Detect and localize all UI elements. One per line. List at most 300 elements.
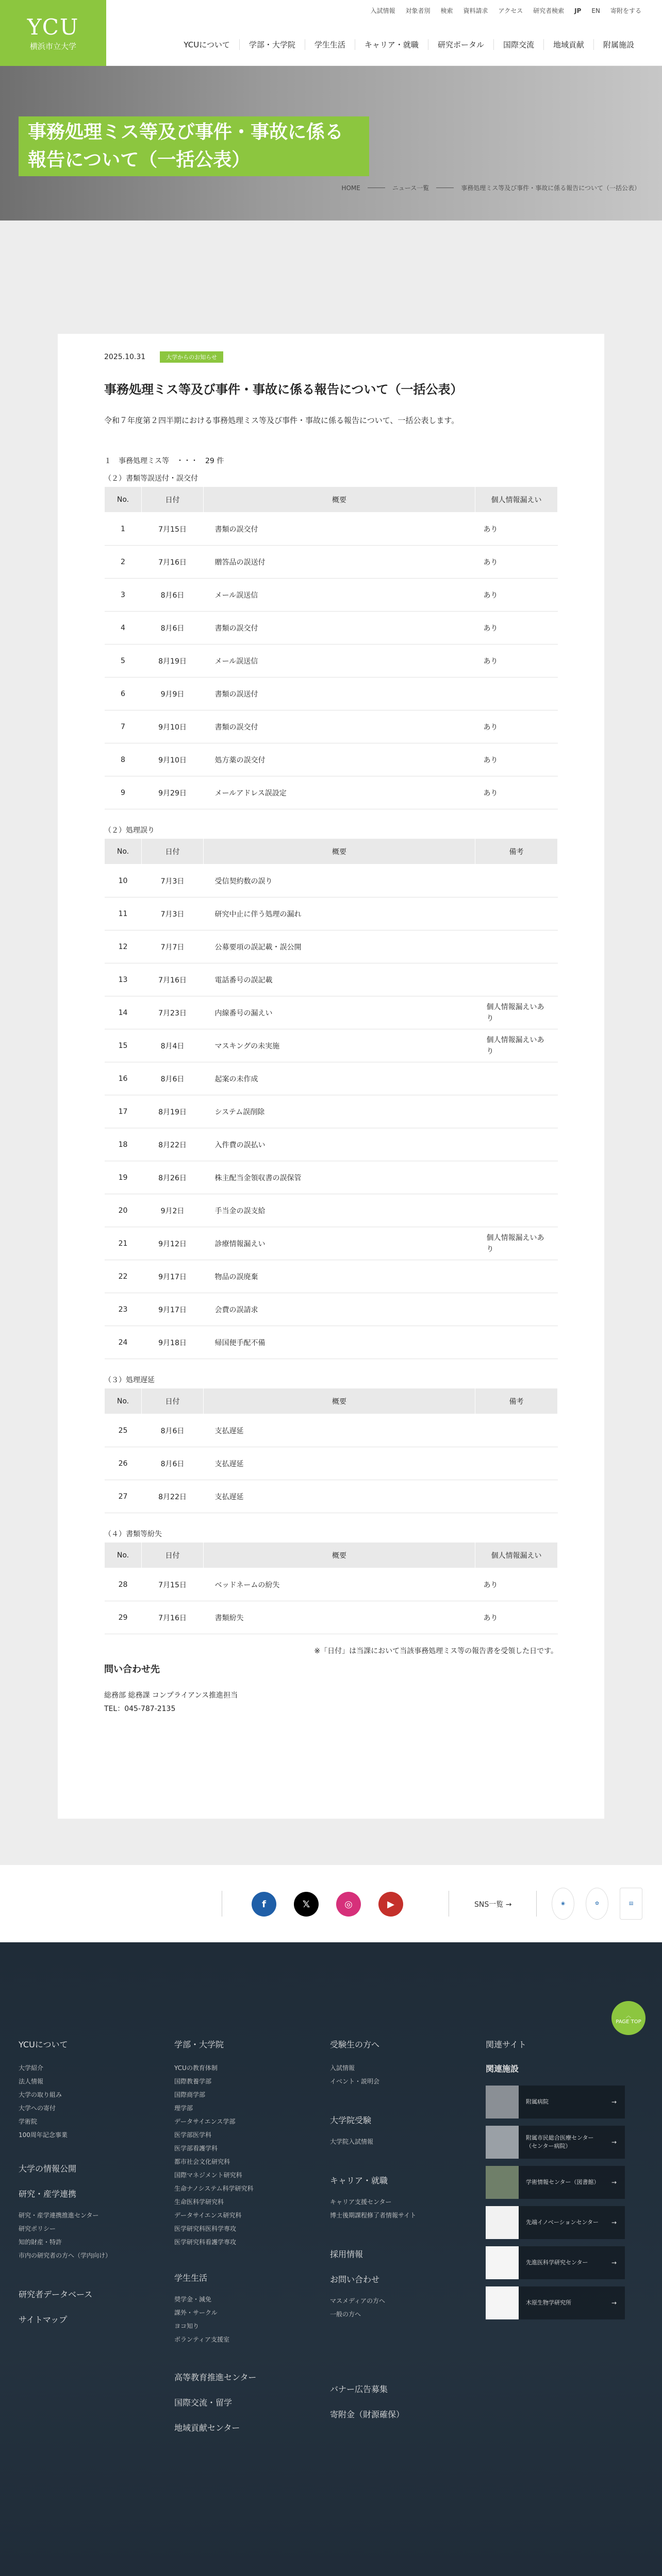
cell-summary: 受信契約数の誤り	[204, 865, 475, 897]
cell-no: 17	[105, 1095, 142, 1128]
cell-note	[475, 1414, 558, 1447]
table-row	[105, 776, 558, 809]
cell-summary: 起案の未作成	[204, 1062, 475, 1095]
util-admissions[interactable]: 入試情報	[370, 7, 395, 14]
chevron-up-icon: ︿	[626, 2013, 631, 2019]
table-row	[105, 513, 558, 546]
cell-note: あり	[475, 546, 558, 579]
cell-date: 7月3日	[142, 897, 204, 930]
table-heading: （２）書類等誤送付・誤交付	[104, 474, 198, 483]
nav-faculties[interactable]: 学部・大学院	[239, 39, 305, 50]
table-row	[105, 1227, 558, 1260]
footer-link[interactable]: 研究・産学連携推進センター	[19, 2212, 99, 2219]
cell-summary: 内線番号の漏えい	[204, 996, 475, 1029]
nav-about[interactable]: YCUについて	[184, 40, 230, 49]
cell-no: 21	[105, 1227, 142, 1260]
col-header: 概要	[204, 487, 475, 513]
col-header: 概要	[204, 839, 475, 865]
lang-jp[interactable]: JP	[574, 7, 582, 14]
footer-link[interactable]: キャリア支援センター	[330, 2198, 392, 2206]
footer-link[interactable]: 生命医科学研究科	[174, 2198, 224, 2206]
table-row	[105, 1194, 558, 1227]
partner-badge-icon[interactable]: ▤	[620, 1888, 642, 1920]
cell-no: 6	[105, 677, 142, 710]
contact-department: 総務部 総務課 コンプライアンス推進担当	[104, 1691, 238, 1700]
section-heading: １ 事務処理ミス等 ・・・ 29 件	[104, 457, 224, 465]
cell-summary: 手当金の誤支給	[204, 1194, 475, 1227]
footer-heading[interactable]: YCUについて	[19, 2040, 68, 2049]
partner-banners	[552, 1888, 642, 1920]
cell-date: 8月6日	[142, 579, 204, 612]
cell-note	[475, 1260, 558, 1293]
footer-link[interactable]: ボランティア支援室	[174, 2336, 230, 2343]
nav-career[interactable]: キャリア・就職	[355, 39, 428, 50]
footer-heading[interactable]: サイトマップ	[19, 2315, 68, 2325]
facility-link[interactable]	[486, 2206, 625, 2239]
footer-heading[interactable]: 研究者データベース	[19, 2290, 93, 2299]
util-donate[interactable]: 寄附をする	[610, 7, 641, 14]
footer-heading[interactable]: 受験生の方へ	[330, 2040, 380, 2049]
cell-note: あり	[475, 645, 558, 677]
footer-link[interactable]: 法人情報	[19, 2078, 44, 2085]
x-icon[interactable]: 𝕏	[294, 1892, 319, 1917]
table-footnote: ※「日付」は当課において当該事務処理ミス等の報告書を受領した日です。	[314, 1647, 558, 1655]
cell-date: 7月16日	[142, 546, 204, 579]
facility-label: 附属市民総合医療センター（センター病院）	[526, 2134, 594, 2149]
cell-summary: 会費の誤請求	[204, 1293, 475, 1326]
cell-no: 9	[105, 776, 142, 809]
cell-note	[475, 963, 558, 996]
footer-link[interactable]: 一般の方へ	[330, 2311, 361, 2318]
cell-note	[475, 1326, 558, 1359]
cell-date: 8月6日	[142, 612, 204, 645]
cell-date: 8月6日	[142, 1414, 204, 1447]
cell-date: 7月15日	[142, 1568, 204, 1601]
cell-no: 23	[105, 1293, 142, 1326]
col-header: 概要	[204, 1388, 475, 1414]
logo-subtext: 横浜市立大学	[29, 42, 76, 51]
cell-summary: メール誤送信	[204, 645, 475, 677]
footer-heading[interactable]: 関連サイト	[486, 2040, 526, 2049]
facility-label: 木原生物学研究所	[526, 2299, 571, 2306]
footer-link[interactable]: 入試情報	[330, 2064, 355, 2072]
arrow-right-icon: →	[611, 2098, 617, 2106]
footer-col-faculties	[174, 2038, 308, 2443]
nav-international[interactable]: 国際交流	[493, 39, 543, 50]
table-row	[105, 677, 558, 710]
table-row	[105, 1447, 558, 1480]
cell-no: 11	[105, 897, 142, 930]
cell-summary: メールアドレス誤設定	[204, 776, 475, 809]
cell-note	[475, 897, 558, 930]
table-row	[105, 546, 558, 579]
utility-nav	[370, 6, 641, 15]
nav-student-life[interactable]: 学生生活	[305, 39, 355, 50]
sns-icons	[252, 1892, 403, 1917]
footer-heading[interactable]: 寄附金（財源確保）	[330, 2410, 405, 2419]
cell-no: 19	[105, 1161, 142, 1194]
cell-note	[475, 1293, 558, 1326]
cell-no: 27	[105, 1480, 142, 1513]
cell-note: あり	[475, 776, 558, 809]
cell-date: 9月17日	[142, 1260, 204, 1293]
util-audience[interactable]: 対象者別	[405, 7, 431, 14]
table-row	[105, 579, 558, 612]
cell-no: 7	[105, 710, 142, 743]
footer-link[interactable]: 大学の取り組み	[19, 2091, 62, 2098]
breadcrumb-current: 事務処理ミス等及び事件・事故に係る報告について（一括公表）	[461, 184, 640, 192]
cell-date: 8月6日	[142, 1447, 204, 1480]
cell-date: 8月6日	[142, 1062, 204, 1095]
cell-note	[475, 1062, 558, 1095]
col-header: 個人情報漏えい	[475, 1543, 558, 1568]
col-header: No.	[105, 487, 142, 513]
partner-badge-icon[interactable]: ◉	[552, 1888, 574, 1920]
col-header: No.	[105, 839, 142, 865]
footer-link[interactable]: 理学部	[174, 2105, 193, 2112]
footer-heading[interactable]: 研究・産学連携	[19, 2189, 77, 2199]
cell-date: 9月17日	[142, 1293, 204, 1326]
footer-link[interactable]: データサイエンス研究科	[174, 2212, 242, 2219]
util-access[interactable]: アクセス	[498, 7, 523, 14]
facility-label: 学術情報センター（図書館）	[526, 2179, 600, 2185]
footer-heading[interactable]: 採用情報	[330, 2249, 363, 2259]
breadcrumb-home[interactable]: HOME	[341, 184, 360, 192]
sns-bar	[0, 1865, 662, 1942]
cell-summary: 入件費の誤払い	[204, 1128, 475, 1161]
cell-date: 8月19日	[142, 645, 204, 677]
lang-en[interactable]: EN	[591, 7, 600, 14]
facility-label: 先端イノベーションセンター	[526, 2219, 599, 2226]
footer-link[interactable]: 学術院	[19, 2118, 38, 2125]
col-header: 日付	[142, 1543, 204, 1568]
table-row	[105, 1568, 558, 1601]
cell-note	[475, 677, 558, 710]
col-header: No.	[105, 1388, 142, 1414]
instagram-icon[interactable]: ◎	[336, 1892, 361, 1917]
col-header: 日付	[142, 839, 204, 865]
table-row	[105, 645, 558, 677]
cell-date: 8月22日	[142, 1128, 204, 1161]
partner-badge-icon[interactable]: ✿	[586, 1888, 608, 1920]
footer-link[interactable]: YCUの教育体制	[174, 2064, 218, 2072]
footer-heading[interactable]: バナー広告募集	[330, 2384, 388, 2394]
table-heading: （２）処理誤り	[104, 826, 155, 835]
table-row	[105, 1480, 558, 1513]
cell-note	[475, 1447, 558, 1480]
article-card	[58, 334, 604, 1819]
table-heading: （３）処理遅延	[104, 1376, 155, 1384]
footer-link[interactable]: 都市社会文化研究科	[174, 2158, 230, 2165]
facebook-icon[interactable]: f	[252, 1892, 276, 1917]
facility-link[interactable]	[486, 2246, 625, 2279]
facility-link[interactable]	[486, 2126, 625, 2159]
arrow-right-icon: →	[611, 2219, 617, 2226]
col-header: 個人情報漏えい	[475, 487, 558, 513]
nav-research[interactable]: 研究ポータル	[428, 39, 493, 50]
facility-thumbnail	[486, 2166, 519, 2199]
footer-link[interactable]: マスメディアの方へ	[330, 2297, 386, 2304]
arrow-right-icon: →	[611, 2299, 617, 2307]
cell-summary: 支払遅延	[204, 1480, 475, 1513]
footer-link[interactable]: データサイエンス学部	[174, 2118, 236, 2125]
table-row	[105, 996, 558, 1029]
facility-thumbnail	[486, 2286, 519, 2319]
footer-link[interactable]: 大学への寄付	[19, 2105, 56, 2112]
page-title: 事務処理ミス等及び事件・事故に係る報告について（一括公表）	[19, 116, 369, 176]
facility-thumbnail	[486, 2206, 519, 2239]
page-top-button[interactable]	[611, 2001, 646, 2035]
util-researcher-search[interactable]: 研究者検索	[533, 7, 565, 14]
cell-summary: 書類紛失	[204, 1601, 475, 1634]
footer-link[interactable]: 医学研究科看護学専攻	[174, 2239, 237, 2246]
footer-link[interactable]: 課外・サークル	[174, 2309, 218, 2316]
cell-no: 20	[105, 1194, 142, 1227]
cell-note: 個人情報漏えいあり	[475, 1029, 558, 1062]
cell-note: あり	[475, 710, 558, 743]
footer-link[interactable]: イベント・説明会	[330, 2078, 380, 2085]
footer-link[interactable]: 大学紹介	[19, 2064, 44, 2072]
cell-date: 9月10日	[142, 743, 204, 776]
table-row	[105, 1326, 558, 1359]
cell-note: あり	[475, 1568, 558, 1601]
facility-label: 先進医科学研究センター	[526, 2259, 588, 2266]
footer-heading[interactable]: 高等教育推進センター	[174, 2372, 257, 2382]
table-row	[105, 930, 558, 963]
footer-link[interactable]: 大学院入試情報	[330, 2138, 374, 2145]
incident-table	[104, 838, 558, 1359]
table-row	[105, 1128, 558, 1161]
cell-summary: 支払遅延	[204, 1414, 475, 1447]
footer-link[interactable]: 医学研究科医科学専攻	[174, 2225, 237, 2232]
cell-note	[475, 930, 558, 963]
util-search[interactable]: 検索	[440, 7, 453, 14]
facility-link[interactable]	[486, 2286, 625, 2319]
table-row	[105, 1414, 558, 1447]
cell-summary: ベッドネームの紛失	[204, 1568, 475, 1601]
footer-link[interactable]: 国際商学部	[174, 2091, 206, 2098]
cell-date: 8月22日	[142, 1480, 204, 1513]
cell-no: 4	[105, 612, 142, 645]
table-row	[105, 1293, 558, 1326]
article-meta	[104, 351, 558, 363]
table-row	[105, 612, 558, 645]
footer-link[interactable]: 100周年記念事業	[19, 2131, 68, 2139]
table-row	[105, 865, 558, 897]
cell-no: 14	[105, 996, 142, 1029]
cell-no: 1	[105, 513, 142, 546]
cell-date: 8月19日	[142, 1095, 204, 1128]
col-header: 日付	[142, 1388, 204, 1414]
cell-no: 29	[105, 1601, 142, 1634]
col-header: 備考	[475, 1388, 558, 1414]
facility-link[interactable]	[486, 2086, 625, 2119]
facility-label: 附属病院	[526, 2098, 549, 2105]
cell-no: 22	[105, 1260, 142, 1293]
cell-no: 12	[105, 930, 142, 963]
footer-heading: 関連施設	[486, 2064, 519, 2074]
col-header: 日付	[142, 487, 204, 513]
arrow-right-icon: →	[611, 2179, 617, 2186]
article-lead: 令和７年度第２四半期における事務処理ミス等及び事件・事故に係る報告について、一括公表します。	[104, 416, 459, 425]
cell-date: 9月18日	[142, 1326, 204, 1359]
cell-summary: 診療情報漏えい	[204, 1227, 475, 1260]
site-logo[interactable]	[0, 0, 106, 66]
category-tag[interactable]: 大学からのお知らせ	[160, 351, 223, 363]
cell-date: 7月7日	[142, 930, 204, 963]
facility-thumbnail	[486, 2126, 519, 2159]
footer-heading[interactable]: お問い合わせ	[330, 2275, 380, 2284]
footer-link[interactable]: 国際マネジメント研究科	[174, 2172, 242, 2179]
cell-note	[475, 865, 558, 897]
cell-note	[475, 1095, 558, 1128]
footer-link[interactable]: ヨコ知り	[174, 2323, 200, 2330]
table-row	[105, 963, 558, 996]
footer-heading[interactable]: 学生生活	[174, 2273, 208, 2283]
cell-summary: 書類の誤送付	[204, 677, 475, 710]
global-nav	[174, 39, 643, 50]
arrow-right-icon: →	[611, 2259, 617, 2266]
cell-no: 18	[105, 1128, 142, 1161]
cell-summary: メール誤送信	[204, 579, 475, 612]
cell-no: 2	[105, 546, 142, 579]
cell-note: あり	[475, 579, 558, 612]
footer-link[interactable]: 医学部看護学科	[174, 2145, 218, 2152]
cell-note: あり	[475, 1601, 558, 1634]
cell-summary: マスキングの未実施	[204, 1029, 475, 1062]
breadcrumb-news[interactable]: ニュース一覧	[392, 184, 429, 192]
incident-table	[104, 486, 558, 809]
contact-heading: 問い合わせ先	[104, 1664, 160, 1675]
incident-table	[104, 1542, 558, 1634]
cell-no: 3	[105, 579, 142, 612]
cell-no: 13	[105, 963, 142, 996]
cell-date: 7月15日	[142, 513, 204, 546]
cell-summary: 帰国便手配不備	[204, 1326, 475, 1359]
breadcrumb	[341, 183, 640, 192]
cell-no: 28	[105, 1568, 142, 1601]
table-row	[105, 1161, 558, 1194]
cell-date: 7月23日	[142, 996, 204, 1029]
sns-list-link[interactable]: SNS一覧 →	[474, 1901, 512, 1909]
logo-text: YCU	[27, 14, 79, 40]
footer-col-related	[486, 2038, 625, 2327]
divider	[536, 1891, 537, 1917]
col-header: No.	[105, 1543, 142, 1568]
footer-link[interactable]: 国際教養学部	[174, 2078, 212, 2085]
footer-link[interactable]: 博士後期課程修了者情報サイト	[330, 2212, 417, 2219]
cell-no: 16	[105, 1062, 142, 1095]
footer-heading[interactable]: 学部・大学院	[174, 2040, 224, 2049]
cell-no: 25	[105, 1414, 142, 1447]
page-hero	[0, 66, 662, 221]
cell-no: 15	[105, 1029, 142, 1062]
cell-no: 8	[105, 743, 142, 776]
facility-link[interactable]	[486, 2166, 625, 2199]
table-heading: （４）書類等紛失	[104, 1530, 162, 1538]
site-header	[0, 0, 662, 66]
cell-summary: システム誤削除	[204, 1095, 475, 1128]
cell-date: 7月3日	[142, 865, 204, 897]
facility-thumbnail	[486, 2246, 519, 2279]
cell-summary: 処方薬の誤交付	[204, 743, 475, 776]
cell-date: 7月16日	[142, 963, 204, 996]
main-content	[0, 221, 662, 1865]
footer-link[interactable]: 奨学金・減免	[174, 2296, 212, 2303]
cell-summary: 贈答品の誤送付	[204, 546, 475, 579]
cell-note	[475, 1194, 558, 1227]
footer-link[interactable]: 医学部医学科	[174, 2131, 212, 2139]
cell-date: 9月9日	[142, 677, 204, 710]
facility-thumbnail	[486, 2086, 519, 2119]
footer-col-about	[19, 2038, 153, 2334]
cell-summary: 株主配当金領収書の誤保管	[204, 1161, 475, 1194]
nav-community[interactable]: 地域貢献	[543, 39, 593, 50]
cell-note: あり	[475, 743, 558, 776]
cell-summary: 支払遅延	[204, 1447, 475, 1480]
cell-no: 24	[105, 1326, 142, 1359]
cell-no: 26	[105, 1447, 142, 1480]
footer-link[interactable]: 生命ナノシステム科学研究科	[174, 2185, 254, 2192]
incident-table	[104, 1388, 558, 1513]
table-row	[105, 1095, 558, 1128]
footer-heading[interactable]: 大学院受験	[330, 2115, 372, 2125]
cell-date: 7月16日	[142, 1601, 204, 1634]
arrow-right-icon: →	[611, 2139, 617, 2146]
cell-date: 9月29日	[142, 776, 204, 809]
footer-link[interactable]: 研究ポリシー	[19, 2225, 56, 2232]
cell-note: あり	[475, 612, 558, 645]
footer-link[interactable]: 知的財産・特許	[19, 2239, 62, 2246]
cell-summary: 公募要項の誤記載・誤公開	[204, 930, 475, 963]
footer-col-applicants	[330, 2038, 464, 2429]
footer-heading[interactable]: キャリア・就職	[330, 2176, 388, 2185]
footer-heading[interactable]: 国際交流・留学	[174, 2398, 233, 2408]
youtube-icon[interactable]: ▶	[378, 1892, 403, 1917]
cell-summary: 書類の誤交付	[204, 612, 475, 645]
util-brochure[interactable]: 資料請求	[463, 7, 488, 14]
table-row	[105, 1062, 558, 1095]
table-row	[105, 897, 558, 930]
cell-date: 9月10日	[142, 710, 204, 743]
table-row	[105, 1260, 558, 1293]
table-row	[105, 1601, 558, 1634]
footer-link[interactable]: 市内の研究者の方へ（学内向け）	[19, 2252, 112, 2259]
cell-note	[475, 1128, 558, 1161]
cell-summary: 物品の誤廃棄	[204, 1260, 475, 1293]
nav-facilities[interactable]: 附属施設	[593, 39, 643, 50]
contact-phone: TEL：045-787-2135	[104, 1705, 176, 1713]
cell-note: 個人情報漏えいあり	[475, 996, 558, 1029]
cell-date: 9月2日	[142, 1194, 204, 1227]
table-row	[105, 743, 558, 776]
cell-no: 10	[105, 865, 142, 897]
article-date: 2025.10.31	[104, 353, 146, 361]
footer-heading[interactable]: 地域貢献センター	[174, 2423, 240, 2433]
site-footer	[0, 1942, 662, 2576]
cell-note: 個人情報漏えいあり	[475, 1227, 558, 1260]
table-row	[105, 1029, 558, 1062]
cell-summary: 書類の誤交付	[204, 513, 475, 546]
cell-date: 8月4日	[142, 1029, 204, 1062]
page-top-label: PAGE TOP	[616, 2019, 641, 2025]
footer-heading[interactable]: 大学の情報公開	[19, 2164, 77, 2174]
cell-date: 9月12日	[142, 1227, 204, 1260]
cell-summary: 電話番号の誤記載	[204, 963, 475, 996]
contact-block	[104, 1689, 558, 1716]
col-header: 概要	[204, 1543, 475, 1568]
cell-no: 5	[105, 645, 142, 677]
